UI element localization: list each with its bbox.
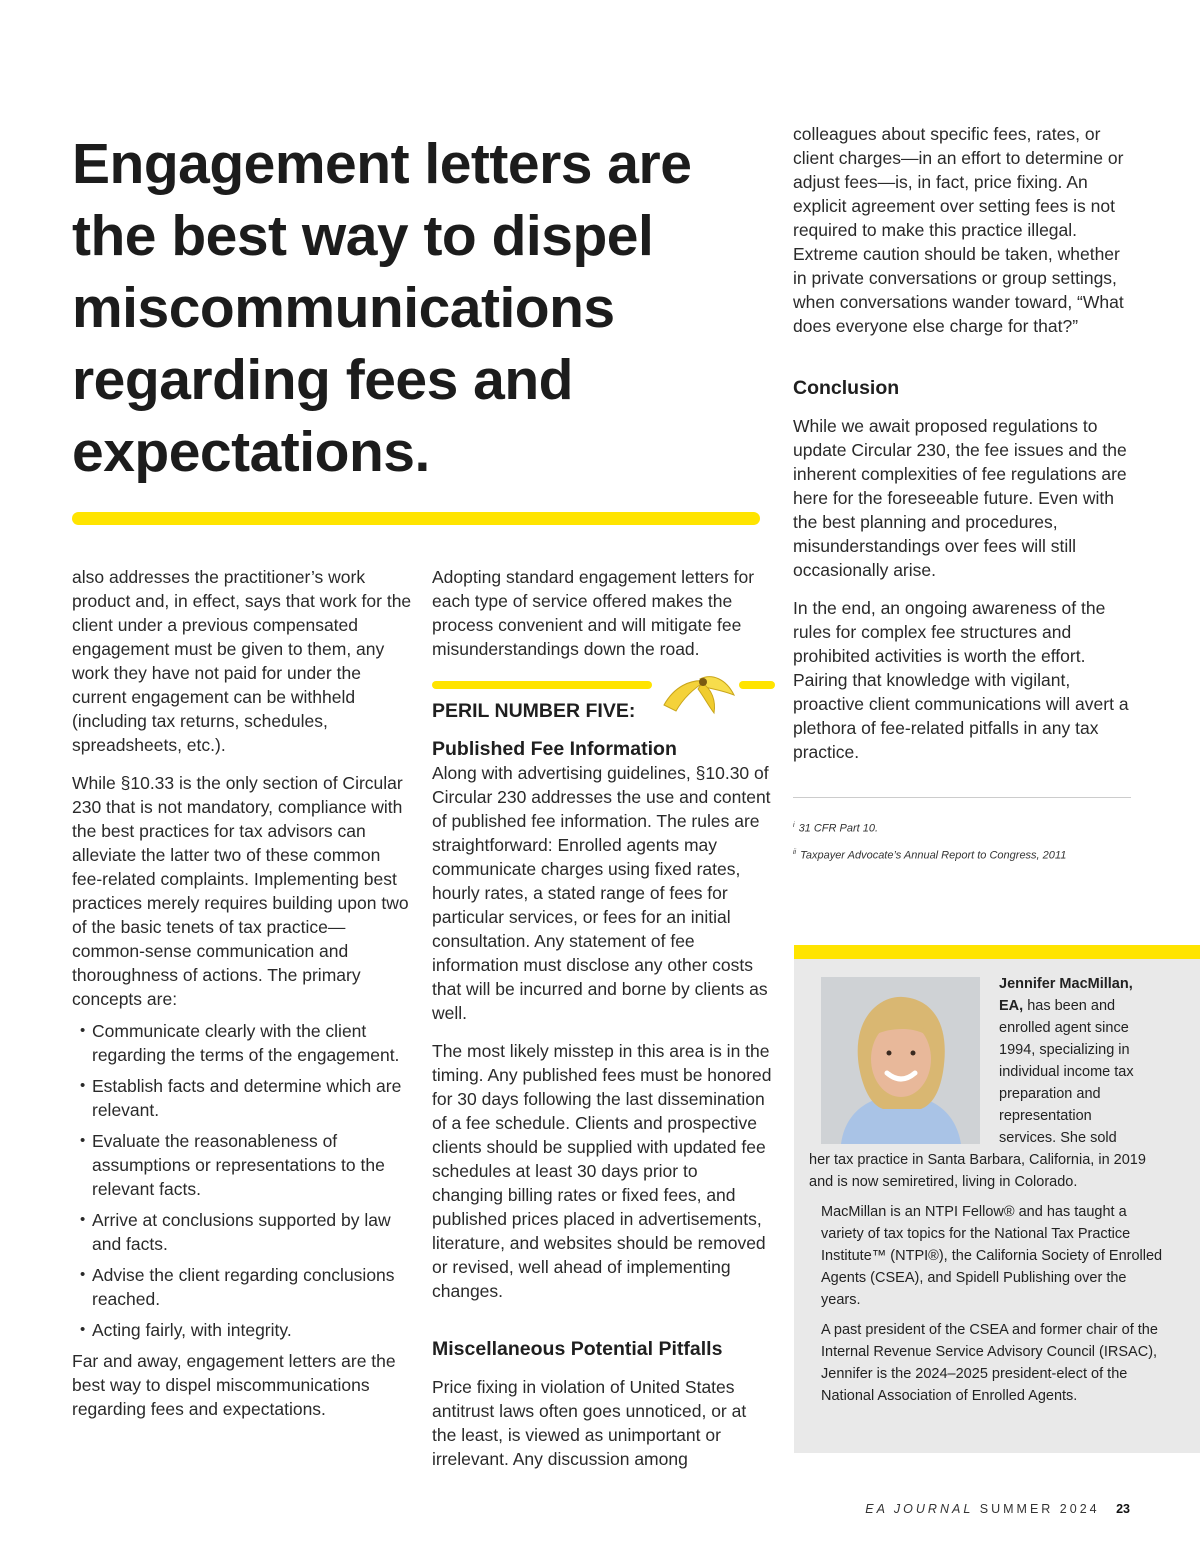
peril-accent-bar-short: [739, 681, 775, 689]
peril-five-section: [432, 681, 772, 761]
issue-date: SUMMER 2024: [979, 1502, 1100, 1516]
author-bio-box: [794, 959, 1200, 1453]
bio-body: [809, 1149, 1166, 1415]
column-1: [72, 565, 412, 1435]
pull-quote-divider: [72, 512, 760, 525]
col2-paragraph-2: Along with advertising guidelines, §10.30 of Circular 230 addresses the use and content of published fee information. The rules are straightforward: Enrolled agents may communicate charges using fixed rates, hourly rates, a stated range of fees for particular services, or fees for an initial consultation. Any statement of fee information must disclose any other costs that will be incurred and borne by clients as well.: [432, 763, 771, 1023]
col2-paragraph-4: Price fixing in violation of United States antitrust laws often goes unnoticed, or at the least, is viewed as unimportant or irrelevant. Any discussion among: [432, 1377, 747, 1469]
peril-label: PERIL NUMBER FIVE:: [432, 700, 636, 722]
bio-paragraph-1: her tax practice in Santa Barbara, California, in 2019 and is now semiretired, living in Colorado.: [809, 1152, 1146, 1190]
peril-title: Published Fee Information: [432, 738, 677, 760]
conclusion-heading: Conclusion: [793, 377, 900, 399]
column-3: [793, 122, 1133, 778]
bio-accent-bar: [794, 945, 1200, 959]
col2-paragraph-3: The most likely misstep in this area is in the timing. Any published fees must be honored for 30 days following the last dissemination of a fee schedule. Clients and prospective clients should be supplied with updated fee schedules at least 30 days prior to changing billing rates or fixed fees, and published prices placed in advertisements, literature, and websites should be removed or revised, well ahead of implementing changes.: [432, 1041, 772, 1301]
banana-peel-icon: [656, 669, 742, 715]
bio-intro-text: has been and enrolled agent since 1994, specializing in individual income tax preparation and representation services. She sold: [999, 998, 1134, 1146]
col3-paragraph-2: While we await proposed regulations to update Circular 230, the fee issues and the inherent complexities of fee regulations are here for the foreseeable future. Even with the best planning and procedures, misunderstandings over fees will still occasionally arise.: [793, 416, 1127, 580]
list-item: • Evaluate the reasonableness of assumptions or representations to the relevant facts.: [80, 1129, 412, 1201]
footnote: $^{ii}$ Taxpayer Advocate’s Annual Report to Congress, 2011: [793, 848, 1067, 862]
page-footer: [865, 1502, 1130, 1516]
page-number: 23: [1116, 1502, 1130, 1516]
list-item: • Advise the client regarding conclusions reached.: [80, 1263, 412, 1311]
footnotes: [793, 797, 1131, 867]
bio-paragraph-2: MacMillan is an NTPI Fellow® and has taught a variety of tax topics for the National Tax Practice Institute™ (NTPI®), the California Society of Enrolled Agents (CSEA), and Spidell Publishing over the years.: [821, 1204, 1163, 1308]
primary-concepts-list: [72, 1019, 412, 1342]
col1-paragraph-1: also addresses the practitioner’s work product and, in effect, says that work for the client under a previous compensated engagement must be given to them, any work they have not paid for under the current engagement can be withheld (including tax returns, schedules, spreadsheets, etc.).: [72, 567, 412, 755]
list-item: • Communicate clearly with the client regarding the terms of the engagement.: [80, 1019, 412, 1067]
pull-quote: Engagement letters are the best way to dispel miscommunications regarding fees and expectations.: [72, 132, 692, 484]
magazine-name: EA JOURNAL: [865, 1502, 974, 1516]
author-name: Jennifer MacMillan, EA,: [999, 976, 1133, 1014]
col3-paragraph-1: colleagues about specific fees, rates, or client charges—in an effort to determine or adjust fees—is, in fact, price fixing. An explicit agreement over setting fees is not required to make this practice illegal. Extreme caution should be taken, whether in private conversations or group settings, when conversations wander toward, “What does everyone else charge for that?”: [793, 124, 1124, 336]
col3-paragraph-3: In the end, an ongoing awareness of the rules for complex fee structures and prohibited activities is worth the effort. Pairing that knowledge with vigilant, proactive client communications will avert a plethora of fee-related pitfalls in any tax practice.: [793, 598, 1129, 762]
list-item: • Arrive at conclusions supported by law and facts.: [80, 1208, 412, 1256]
footnote: $^i$ 31 CFR Part 10.: [793, 822, 879, 835]
misc-pitfalls-heading: Miscellaneous Potential Pitfalls: [432, 1338, 723, 1360]
bio-intro: [999, 973, 1149, 1149]
list-item: • Acting fairly, with integrity.: [80, 1318, 412, 1342]
col2-paragraph-1: Adopting standard engagement letters for each type of service offered makes the process convenient and will mitigate fee misunderstandings down the road.: [432, 567, 755, 659]
author-portrait-image: [821, 977, 980, 1144]
col1-paragraph-3: Far and away, engagement letters are the best way to dispel miscommunications regarding fees and expectations.: [72, 1351, 396, 1419]
col1-paragraph-2: While §10.33 is the only section of Circular 230 that is not mandatory, compliance with the best practices for tax advisors can alleviate the latter two of these common fee-related complaints. Implementing best practices merely requires building upon two of the basic tenets of tax practice—common-sense communication and thoroughness of actions. The primary concepts are:: [72, 773, 409, 1009]
author-photo: [821, 977, 980, 1144]
list-item: • Establish facts and determine which are relevant.: [80, 1074, 412, 1122]
peril-accent-bar: [432, 681, 652, 689]
bio-paragraph-3: A past president of the CSEA and former chair of the Internal Revenue Service Advisory Council (IRSAC), Jennifer is the 2024–2025 president-elect of the National Association of Enrolled Agents.: [821, 1322, 1158, 1404]
column-2: [432, 565, 772, 1485]
